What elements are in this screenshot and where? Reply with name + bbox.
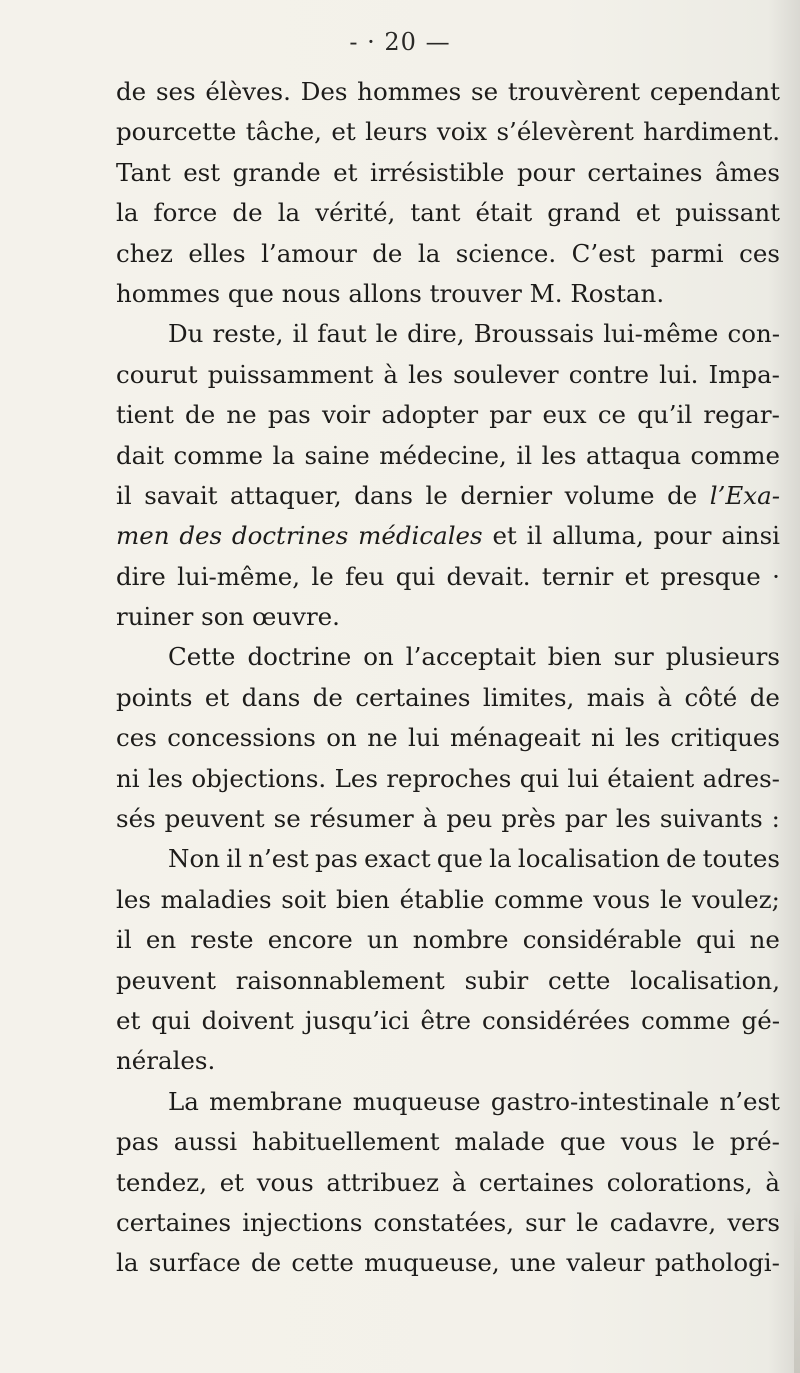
word: l’acceptait	[405, 642, 536, 672]
word: la	[277, 198, 301, 228]
word: habituellement	[252, 1127, 440, 1157]
word: constatées,	[373, 1207, 514, 1237]
word: peuvent	[116, 965, 216, 995]
word: sur	[613, 642, 654, 672]
word: jusqu’ici	[304, 1005, 410, 1035]
word: nérales.	[116, 1046, 216, 1076]
word: se	[273, 804, 301, 834]
word: considérées	[481, 1005, 631, 1035]
word: ruiner	[116, 602, 194, 632]
word: étaient	[607, 763, 695, 793]
word: surface	[148, 1248, 241, 1278]
word: lui.	[659, 359, 699, 389]
word: qui	[151, 1005, 191, 1035]
word: voix	[436, 117, 488, 147]
word: limites,	[482, 682, 575, 712]
word: Non	[168, 844, 220, 874]
word: certaines	[116, 1207, 232, 1237]
word: les	[116, 884, 151, 914]
word: objections.	[191, 763, 327, 793]
text-line	[116, 1243, 780, 1283]
word: à	[765, 1167, 780, 1197]
word: la	[116, 1248, 139, 1278]
word: cependant	[649, 77, 780, 106]
word: faut	[317, 319, 367, 349]
text-line	[116, 1122, 780, 1162]
word: grande	[232, 157, 321, 187]
text-line	[116, 274, 780, 314]
word: suivants	[659, 804, 763, 834]
word: injections	[242, 1207, 363, 1237]
word: aussi	[173, 1127, 238, 1157]
word: le	[692, 1127, 715, 1157]
word: colorations,	[606, 1167, 753, 1197]
word: vers	[727, 1207, 780, 1237]
word: points	[116, 682, 193, 712]
word: comme	[690, 440, 780, 470]
word: saine	[304, 440, 370, 470]
word: certaines	[355, 682, 471, 712]
word: hardiment.	[643, 117, 780, 147]
word: de	[312, 682, 343, 712]
word: dernier	[460, 480, 553, 510]
word: trouver	[429, 278, 522, 308]
word: la	[489, 844, 512, 874]
word: le	[375, 319, 398, 349]
word: malade	[454, 1127, 545, 1157]
word: la	[116, 198, 139, 228]
word: ne	[367, 723, 398, 753]
word: en	[145, 925, 177, 955]
word: à	[383, 359, 399, 389]
word: pathologi-	[654, 1248, 780, 1278]
word: à	[422, 804, 438, 834]
word: tendez,	[116, 1167, 208, 1197]
word: nous	[281, 278, 341, 308]
word: lui-même	[603, 319, 719, 349]
word: con-	[727, 319, 780, 349]
word: chez	[116, 238, 173, 268]
word: ménageait	[449, 723, 581, 753]
word: on	[363, 642, 394, 672]
word: les	[148, 763, 183, 793]
word: peuvent	[164, 804, 265, 834]
word: les	[615, 804, 651, 834]
word: certaines	[479, 1167, 595, 1197]
word: vous	[593, 884, 651, 914]
word: dans	[354, 480, 413, 510]
word: parmi	[650, 238, 724, 268]
word: pas	[267, 400, 311, 430]
word: et	[331, 117, 356, 147]
word: établie	[399, 884, 485, 914]
word: science.	[455, 238, 557, 268]
word: Tant	[116, 157, 171, 187]
word: mais	[586, 682, 645, 712]
word: Les	[334, 763, 378, 793]
word: dait	[116, 440, 164, 470]
word: exact	[364, 844, 431, 874]
word: être	[420, 1005, 471, 1035]
word: puissant	[675, 198, 780, 228]
text-line	[116, 193, 780, 233]
word: volume	[564, 480, 655, 510]
word: lui	[408, 723, 440, 753]
word: et	[624, 561, 649, 591]
text-line	[116, 395, 780, 435]
word: doctrines	[231, 521, 349, 551]
word: le	[311, 561, 334, 591]
text-line	[116, 1203, 780, 1243]
word: Des	[300, 77, 348, 106]
word: il	[516, 440, 533, 470]
page-edge-shadow	[794, 1200, 800, 1373]
word: ses	[155, 77, 196, 106]
text-line	[116, 153, 780, 193]
text-line	[116, 799, 780, 839]
word: de	[116, 77, 147, 106]
word: devait.	[446, 561, 531, 591]
word: regar-	[703, 400, 780, 430]
word: gastro-intestinale	[490, 1086, 710, 1116]
word: de	[232, 198, 263, 228]
word: qu’il	[637, 400, 693, 430]
word: la	[272, 440, 295, 470]
word: pourcette	[116, 117, 237, 147]
word: nombre	[412, 925, 509, 955]
word: bien	[336, 884, 390, 914]
word: C’est	[571, 238, 636, 268]
word: attribuez	[326, 1167, 440, 1197]
word: pas	[314, 844, 358, 874]
text-line	[116, 920, 780, 960]
word: il	[116, 480, 132, 510]
text-line	[116, 355, 780, 395]
word: pré-	[729, 1127, 780, 1157]
word: ternir	[541, 561, 614, 591]
text-line	[116, 637, 780, 677]
text-line	[116, 839, 780, 879]
word: hommes	[116, 278, 221, 308]
word: adopter	[381, 400, 479, 430]
word: membrane	[209, 1086, 343, 1116]
text-line	[116, 112, 780, 152]
word: Broussais	[473, 319, 595, 349]
word: ne	[749, 925, 780, 955]
word: le	[425, 480, 448, 510]
word: toutes	[702, 844, 780, 874]
word: et	[116, 1005, 141, 1035]
word: voir	[321, 400, 371, 430]
text-line	[116, 1163, 780, 1203]
text-line	[116, 72, 780, 112]
word: eux	[542, 400, 587, 430]
text-line	[116, 718, 780, 758]
word: ces	[116, 723, 157, 753]
word: muqueuse,	[364, 1248, 500, 1278]
word: peu	[446, 804, 493, 834]
text-line	[116, 678, 780, 718]
text-line	[116, 476, 780, 516]
word: s’élevèrent	[496, 117, 634, 147]
word: men	[116, 521, 170, 551]
text-line	[116, 1001, 780, 1041]
word: ces	[739, 238, 780, 268]
word: tant	[410, 198, 461, 228]
word: qui	[696, 925, 736, 955]
word: un	[367, 925, 399, 955]
word: reproches	[386, 763, 512, 793]
word: n’est	[719, 1086, 780, 1116]
word: hommes	[357, 77, 462, 106]
word: pas	[116, 1127, 159, 1157]
word: se	[471, 77, 499, 106]
word: qui	[519, 763, 559, 793]
text-line	[116, 597, 780, 637]
word: lui-même,	[177, 561, 301, 591]
word: allons	[348, 278, 422, 308]
word: dire	[116, 561, 166, 591]
word: tâche,	[245, 117, 322, 147]
word: les	[541, 440, 577, 470]
word: comme	[173, 440, 263, 470]
word: le	[659, 884, 683, 914]
word: l’Exa-	[709, 480, 780, 510]
word: doctrine	[247, 642, 352, 672]
word: grand	[547, 198, 621, 228]
word: près	[501, 804, 556, 834]
word: :	[771, 804, 780, 834]
word: la	[417, 238, 441, 268]
word: il	[526, 521, 543, 551]
word: adres-	[702, 763, 780, 793]
word: irrésistible	[369, 157, 505, 187]
word: dire,	[407, 319, 465, 349]
word: de	[749, 682, 780, 712]
word: cette	[547, 965, 611, 995]
word: attaquer,	[230, 480, 342, 510]
word: doivent	[201, 1005, 294, 1035]
text-line	[116, 1041, 780, 1081]
word: cadavre,	[609, 1207, 717, 1237]
word: et	[204, 682, 230, 712]
word: sur	[525, 1207, 566, 1237]
word: force	[153, 198, 218, 228]
word: feu	[345, 561, 385, 591]
page-number: - · 20 —	[349, 28, 451, 56]
word: n’est	[248, 844, 309, 874]
word: reste,	[212, 319, 284, 349]
word: il	[226, 844, 242, 874]
word: lui	[567, 763, 599, 793]
word: ne	[226, 400, 257, 430]
word: que	[559, 1127, 606, 1157]
word: vous	[256, 1167, 314, 1197]
word: à	[451, 1167, 467, 1197]
word: subir	[464, 965, 529, 995]
text-line	[116, 880, 780, 920]
word: qui	[395, 561, 436, 591]
word: cette	[291, 1248, 354, 1278]
text-line	[116, 516, 780, 556]
word: médecine,	[379, 440, 507, 470]
word: était	[475, 198, 533, 228]
word: muqueuse	[352, 1086, 481, 1116]
word: gé-	[741, 1005, 780, 1035]
word: ce	[597, 400, 627, 430]
word: soulever	[453, 359, 559, 389]
word: trouvèrent	[507, 77, 641, 106]
word: résumer	[309, 804, 414, 834]
text-line	[116, 961, 780, 1001]
word: attaqua	[586, 440, 682, 470]
word: on	[326, 723, 357, 753]
word: les	[625, 723, 661, 753]
word: M.	[529, 278, 563, 308]
word: et	[333, 157, 358, 187]
word: plusieurs	[665, 642, 780, 672]
word: l’amour	[261, 238, 357, 268]
text-line	[116, 759, 780, 799]
word: Rostan.	[570, 278, 665, 308]
word: localisation,	[630, 965, 780, 995]
word: savait	[144, 480, 218, 510]
word: localisation	[517, 844, 660, 874]
word: concessions	[167, 723, 316, 753]
word: certaines	[587, 157, 703, 187]
word: vérité,	[315, 198, 396, 228]
word: comme	[494, 884, 584, 914]
word: elles	[188, 238, 246, 268]
word: tient	[116, 400, 174, 430]
word: côté	[684, 682, 738, 712]
body-text	[116, 72, 780, 1284]
word: est	[183, 157, 221, 187]
word: les	[408, 359, 444, 389]
word: soit	[281, 884, 327, 914]
word: puissamment	[207, 359, 374, 389]
word: alluma,	[552, 521, 644, 551]
word: reste	[190, 925, 254, 955]
word: voulez;	[692, 884, 780, 914]
word: Cette	[168, 642, 236, 672]
word: ·	[772, 561, 780, 591]
word: La	[168, 1086, 199, 1116]
text-line	[116, 314, 780, 354]
word: comme	[641, 1005, 731, 1035]
word: une	[509, 1248, 557, 1278]
word: sés	[116, 804, 156, 834]
word: valeur	[566, 1248, 645, 1278]
word: il	[116, 925, 132, 955]
word: maladies	[160, 884, 272, 914]
word: pour	[653, 521, 712, 551]
word: encore	[267, 925, 353, 955]
word: dans	[241, 682, 301, 712]
word: et	[635, 198, 661, 228]
word: ni	[591, 723, 615, 753]
word: de	[372, 238, 403, 268]
word: courut	[116, 359, 198, 389]
word: Du	[168, 319, 204, 349]
text-line	[116, 234, 780, 274]
word: des	[179, 521, 223, 551]
word: ni	[116, 763, 140, 793]
word: de	[666, 844, 697, 874]
word: par	[564, 804, 607, 834]
word: que	[227, 278, 274, 308]
word: de	[667, 480, 698, 510]
word: critiques	[670, 723, 780, 753]
word: son	[201, 602, 245, 632]
word: ainsi	[721, 521, 780, 551]
word: le	[576, 1207, 599, 1237]
word: et	[492, 521, 517, 551]
word: raisonnablement	[235, 965, 445, 995]
word: et	[219, 1167, 245, 1197]
text-line	[116, 557, 780, 597]
word: contre	[568, 359, 650, 389]
word: à	[657, 682, 673, 712]
word: âmes	[715, 157, 780, 187]
word: Impa-	[708, 359, 780, 389]
word: par	[489, 400, 532, 430]
word: œuvre.	[252, 602, 340, 632]
word: de	[250, 1248, 282, 1278]
word: que	[436, 844, 483, 874]
word: de	[185, 400, 216, 430]
text-line	[116, 1082, 780, 1122]
word: vous	[620, 1127, 678, 1157]
word: considérable	[522, 925, 682, 955]
text-line	[116, 436, 780, 476]
word: bien	[547, 642, 602, 672]
word: leurs	[365, 117, 428, 147]
word: il	[292, 319, 309, 349]
word: presque	[660, 561, 761, 591]
word: médicales	[358, 521, 483, 551]
word: élèves.	[205, 77, 291, 106]
word: pour	[516, 157, 575, 187]
